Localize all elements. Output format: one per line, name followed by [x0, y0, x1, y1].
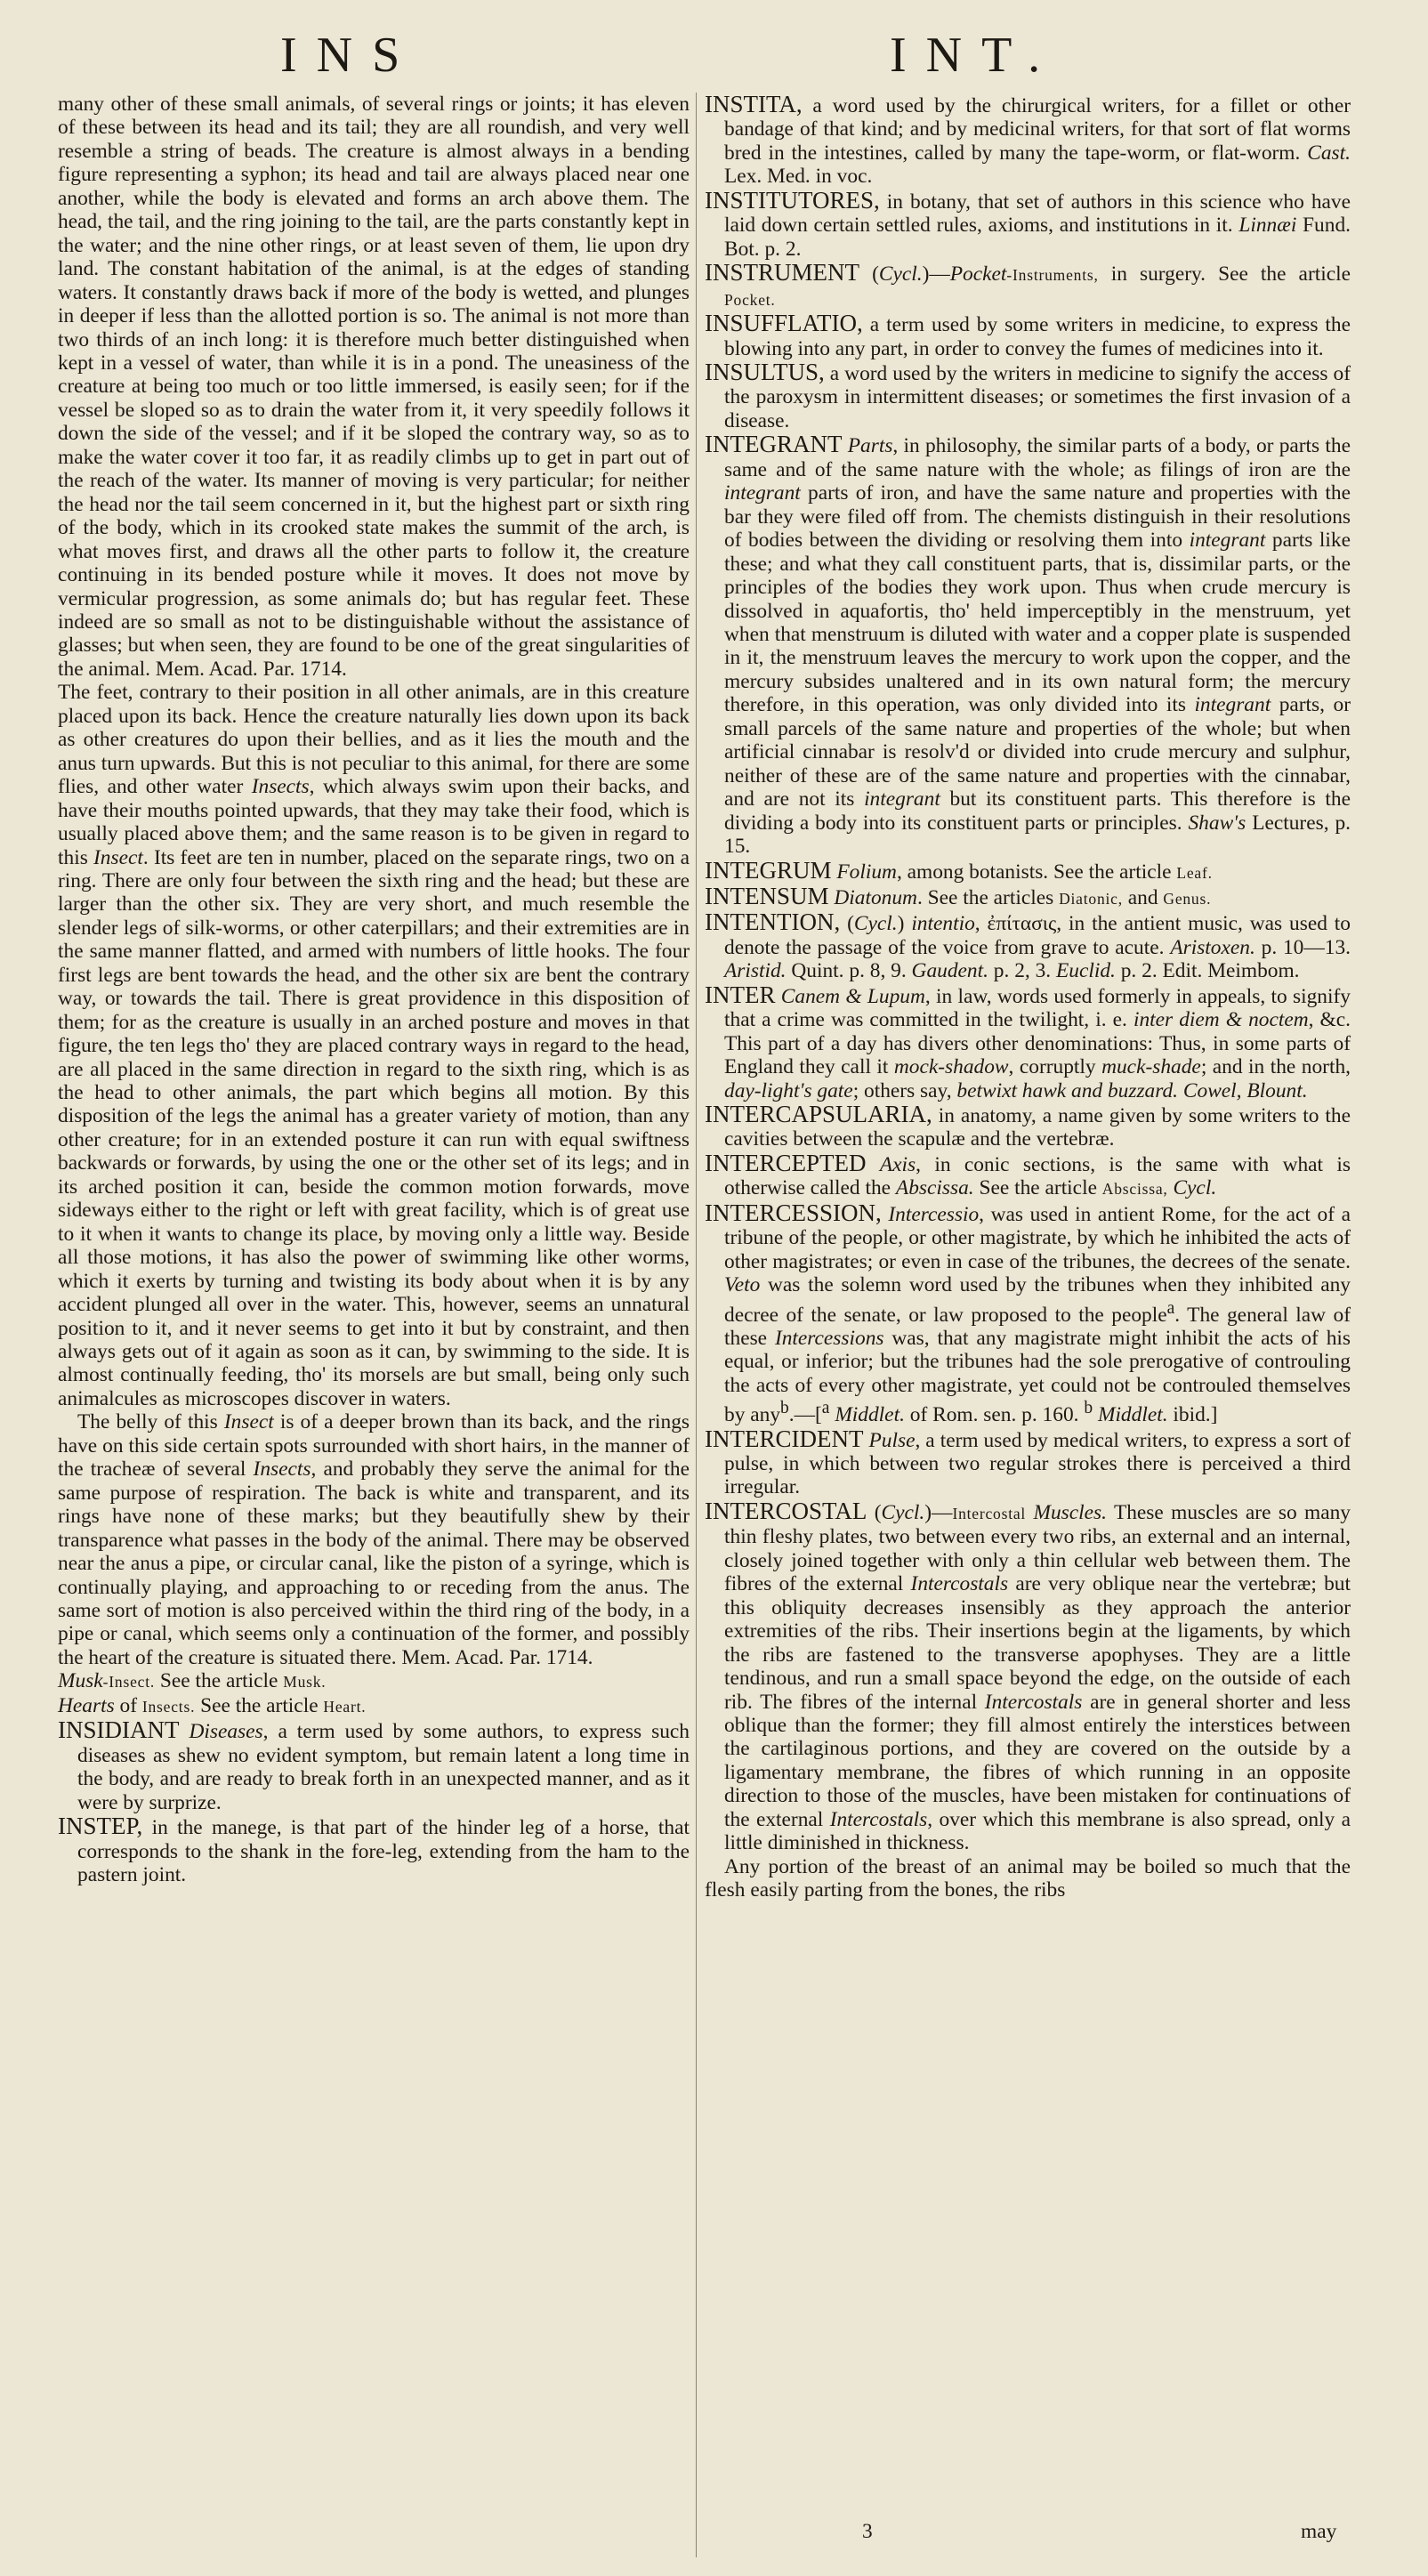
entry-insufflatio: INSUFFLATIO, a term used by some writers in medicine, to express the blowing into any part, in order to convey the fumes of medicines into it.: [705, 310, 1351, 360]
headword: INTERCEPTED: [705, 1149, 867, 1176]
entry-integrant-parts: INTEGRANT Parts, in philosophy, the similar parts of a body, or parts the same and of the same nature with the whole; as filings of iron are the integrant parts of iron, and have the same nature and properties with the bar they were filed off from. The chemists distinguish in their resolutions of bodies between the dividing or resolving them into integrant parts like these; and what they call constituent parts, that is, dissimilar parts, or the principles of the bodies they work upon. Thus when crude mercury is dissolved in aquafortis, tho' held imperceptibly in the menstruum, yet when that menstruum is diluted with water and a copper plate is suspended in it, the menstruum leaves the mercury to work upon the copper, and the mercury subsides unaltered and in its own natural form; the mercury therefore, in this operation, was only divided into its integrant parts, or small parcels of the same nature and properties of the whole; but when artificial cinnabar is resolv'd or divided into crude mercury and sulphur, neither of these are of the same nature and properties with the cinnabar, and are not its integrant but its constituent parts. This therefore is the dividing a body into its constituent parts or principles. Shaw's Lectures, p. 15.: [705, 431, 1351, 859]
headword: INSUFFLATIO,: [705, 310, 863, 337]
entry-integrum-folium: INTEGRUM Folium, among botanists. See the article Leaf.: [705, 856, 1213, 884]
entry-insultus: INSULTUS, a word used by the writers in medicine to signify the access of the paroxysm in intermittent diseases; or sometimes the first invasion of a disease.: [705, 358, 1351, 432]
entry-paragraph-belly: The belly of this Insect is of a deeper brown than its back, and the rings have on this side certain spots surrounded with short hairs, in the manner of the tracheæ of several Insects, and probably they serve the animal for the same purpose of respiration. The back is white and transparent, and its rings have none of these marks; but they beautifully shew by their transparence what passes in the body of the animal. There may be observed near the anus a pipe, or circular canal, like the piston of a syringe, which is continually playing, and approaching to or receding from the anus. The same sort of motion is also perceived within the third ring of the body, in a pipe or canal, which seems only a continuation of the former, and possibly the heart of the creature is situated there. Mem. Acad. Par. 1714.: [58, 1410, 690, 1669]
entry-instep: INSTEP, in the manege, is that part of the hinder leg of a horse, that corresponds to the shank in the fore-leg, extending from the ham to the pastern joint.: [58, 1813, 690, 1886]
entry-inter-canem-lupum: INTER Canem & Lupum, in law, words used formerly in appeals, to signify that a crime was committed in the twilight, i. e. inter diem & noctem, &c. This part of a day has divers other denominations: Thus, in some parts of England they call it mock-shadow, corruptly muck-shade; and in the north, day-light's gate; others say, betwixt hawk and buzzard. Cowel, Blount.: [705, 981, 1351, 1102]
headword: INSULTUS,: [705, 358, 825, 385]
headword: INTERCOSTAL: [705, 1497, 867, 1524]
entry-paragraph-feet: The feet, contrary to their position in all other animals, are in this creature placed upon its back. Hence the creature naturally lies down upon its back as other creatures do upon their bellies, and as it lies the mouth and the anus turn upwards. But this is not peculiar to this animal, for there are some flies, and other water Insects, which always swim upon their backs, and have their mouths pointed upwards, that they may take their food, which is usually placed above them; and the same reason is to be given in regard to this Insect. Its feet are ten in number, placed on the separate rings, two on a ring. There are only four between the sixth ring and the head; but these are larger than the other six. They are very short, and much resemble the slender legs of silk-worms, or other caterpillars; and their extremities are in the same manner flatted, and armed with numbers of little hooks. The four first legs are bent towards the head, and the other six are bent the contrary way, or towards the tail. There is great providence in this disposition of them; for as the creature is usually in an arched posture and moves in that figure, the ten legs tho' they are placed contrary ways in regard to the head, are all placed in the same direction in regard to the sixth ring, which is as the head to other animals, the part which begins all motion. By this disposition of the legs the animal has a greater variety of motion, than any other creature; for in an extended posture it can run with equal swiftness backwards or forwards, by using the one or the other set of its legs; and in its arched position it can, beside the common motion forwards, move sideways either to the right or left with great facility, which is of great use to it when it wants to change its place, by moving only a little way. Beside all those motions, it has also the power of swimming like other worms, which it exerts by turning and twisting its body about when it is by any accident plunged all over in the water. This, however, seems an unnatural position to it, and it never seems to get into it but by constraint, and then always gets out of it again as soon as it can, by swimming to the side. It is almost continually feeding, tho' its morsels are but small, being only such animalcules as microscopes discover in waters.: [58, 681, 690, 1410]
column-divider: [696, 93, 697, 2557]
headword: INTERCIDENT: [705, 1425, 864, 1452]
cross-reference-hearts-insects: Hearts of Insects. See the article Heart.: [58, 1693, 367, 1717]
left-column: [58, 93, 690, 1886]
entry-instrument: INSTRUMENT (Cycl.)—Pocket-Instruments, in surgery. See the article Pocket.: [705, 259, 1351, 309]
headword: INSTITUTORES,: [705, 186, 880, 214]
headword: INTEGRANT: [705, 431, 843, 458]
running-head-left: INS: [280, 28, 420, 83]
headword: INTERCESSION,: [705, 1199, 882, 1226]
headword: INSTEP,: [58, 1813, 143, 1840]
entry-intercapsularia: INTERCAPSULARIA, in anatomy, a name given by some writers to the cavities between the scapulæ and the vertebræ.: [705, 1101, 1351, 1151]
entry-instita: INSTITA, a word used by the chirurgical writers, for a fillet or other bandage of that kind; and by medicinal writers, for that sort of flat worms bred in the intestines, called by many the tape-worm, or flat-worm. Cast. Lex. Med. in voc.: [705, 91, 1351, 189]
headword: INTER: [705, 981, 776, 1008]
headword: INTENTION,: [705, 908, 841, 936]
entry-intention: INTENTION, (Cycl.) intentio, ἐπίτασις, in the antient music, was used to denote the passage of the voice from grave to acute. Aristoxen. p. 10—13. Aristid. Quint. p. 8, 9. Gaudent. p. 2, 3. Euclid. p. 2. Edit. Meimbom.: [705, 908, 1351, 983]
headword: INSIDIANT: [58, 1716, 180, 1744]
entry-intercostal: INTERCOSTAL (Cycl.)—Intercostal Muscles. These muscles are so many thin fleshy plates, two between every two ribs, an external and an internal, closely joined together with only a thin cellular web between them. The fibres of the external Intercostals are very oblique near the vertebræ; but this obliquity decreases insensibly as they approach the anterior extremities of the ribs. Their insertions begin at the ligaments, by which the ribs are fastened to the transverse apophyses. They are a little tendinous, and run a small space beyond the edge, on the outside of each rib. The fibres of the internal Intercostals are in general shorter and less oblique than the former; they fill almost entirely the interstices between the cartilaginous portions, and they are covered on the outside by a ligamentary membrane, the fibres of which running in an opposite direction to those of the muscles, have been mistaken for continuations of the external Intercostals, over which this membrane is also spread, only a little diminished in thickness.: [705, 1497, 1351, 1855]
catchword: may: [1301, 2520, 1337, 2543]
headword: INSTITA,: [705, 91, 803, 117]
headword: INSTRUMENT: [705, 259, 859, 287]
entry-intercession: INTERCESSION, Intercessio, was used in antient Rome, for the act of a tribune of the people, or other magistrate, by which he inhibited the acts of other magistrates; or even in case of the tribunes, the decrees of the senate. Veto was the solemn word used by the tribunes when they inhibited any decree of the senate, or law proposed to the people$^a$. The general law of these Intercessions was, that any magistrate might inhibit the acts of his equal, or inferior; but the tribunes had the sole prerogative of controuling the acts of every other magistrate, yet could not be controuled themselves by any$^b$.—[$^a$ Middlet. of Rom. sen. p. 160. $^b$ Middlet. ibid.]: [705, 1199, 1351, 1427]
page-number: 3: [862, 2520, 873, 2543]
entry-continuation-paragraph: many other of these small animals, of several rings or joints; it has eleven of these between its head and its tail; they are all roundish, and very well resemble a string of beads. The creature is almost always in a bending figure representing a syphon; its head and tail are always placed near one another, while the body is elevated and forms an arch above them. The head, the tail, and the ring joining to the tail, are the parts constantly kept in the water; and the nine other rings, or at least seven of them, lie upon dry land. The constant habitation of the animal, is at the edges of standing waters. It constantly draws back if more of the body is wetted, and plunges in deeper if less than the allotted portion is so. The animal is not more than two thirds of an inch long: it is therefore much better distinguished when kept in a vessel of water, than while it is in a pond. The uneasiness of the creature at being too much or too little immersed, is easily seen; for if the vessel be sloped so as to drain the water from it, it very speedily follows it down the side of the vessel; and if it be sloped the contrary way, so as to make the water cover it too far, it as readily climbs up to get in part out of the reach of the water. Its manner of moving is very particular; for neither the head nor the tail seem concerned in it, but the highest part or sixth ring of the body, which in its crooked state makes the summit of the arch, is what moves first, and draws all the other parts to follow it, the creature continuing in its bended posture while it moves. It does not move by vermicular progression, as some animals do; but has regular feet. These indeed are so small as not to be distinguishable without the assistance of glasses; but when seen, they are found to be one of the great singularities of the animal. Mem. Acad. Par. 1714.: [58, 93, 690, 681]
running-head-right: INT.: [890, 28, 1061, 83]
headword: INTENSUM: [705, 882, 829, 909]
entry-intercepted-axis: INTERCEPTED Axis, in conic sections, is the same with what is otherwise called the Abscissa. See the article Abscissa, Cycl.: [705, 1149, 1351, 1200]
right-column: [705, 93, 1351, 1902]
entry-intensum-diatonum: INTENSUM Diatonum. See the articles Diatonic, and Genus.: [705, 882, 1212, 909]
cross-reference-musk-insect: Musk-Insect. See the article Musk.: [58, 1669, 327, 1693]
entry-intercident-pulse: INTERCIDENT Pulse, a term used by medical writers, to express a sort of pulse, in which between two regular strokes there is perceived a third irregular.: [705, 1425, 1351, 1499]
headword: INTEGRUM: [705, 856, 832, 884]
entry-intercostal-paragraph: Any portion of the breast of an animal may be boiled so much that the flesh easily parting from the bones, the ribs: [705, 1854, 1351, 1902]
entry-institutores: INSTITUTORES, in botany, that set of authors in this science who have laid down certain settled rules, axioms, and institutions in it. Linnæi Fund. Bot. p. 2.: [705, 186, 1351, 261]
headword: INTERCAPSULARIA,: [705, 1101, 932, 1128]
entry-insidiant: INSIDIANT Diseases, a term used by some authors, to express such diseases as shew no evident symptom, but remain latent a long time in the body, and are ready to break forth in an unexpected manner, and as it were by surprize.: [58, 1716, 690, 1814]
